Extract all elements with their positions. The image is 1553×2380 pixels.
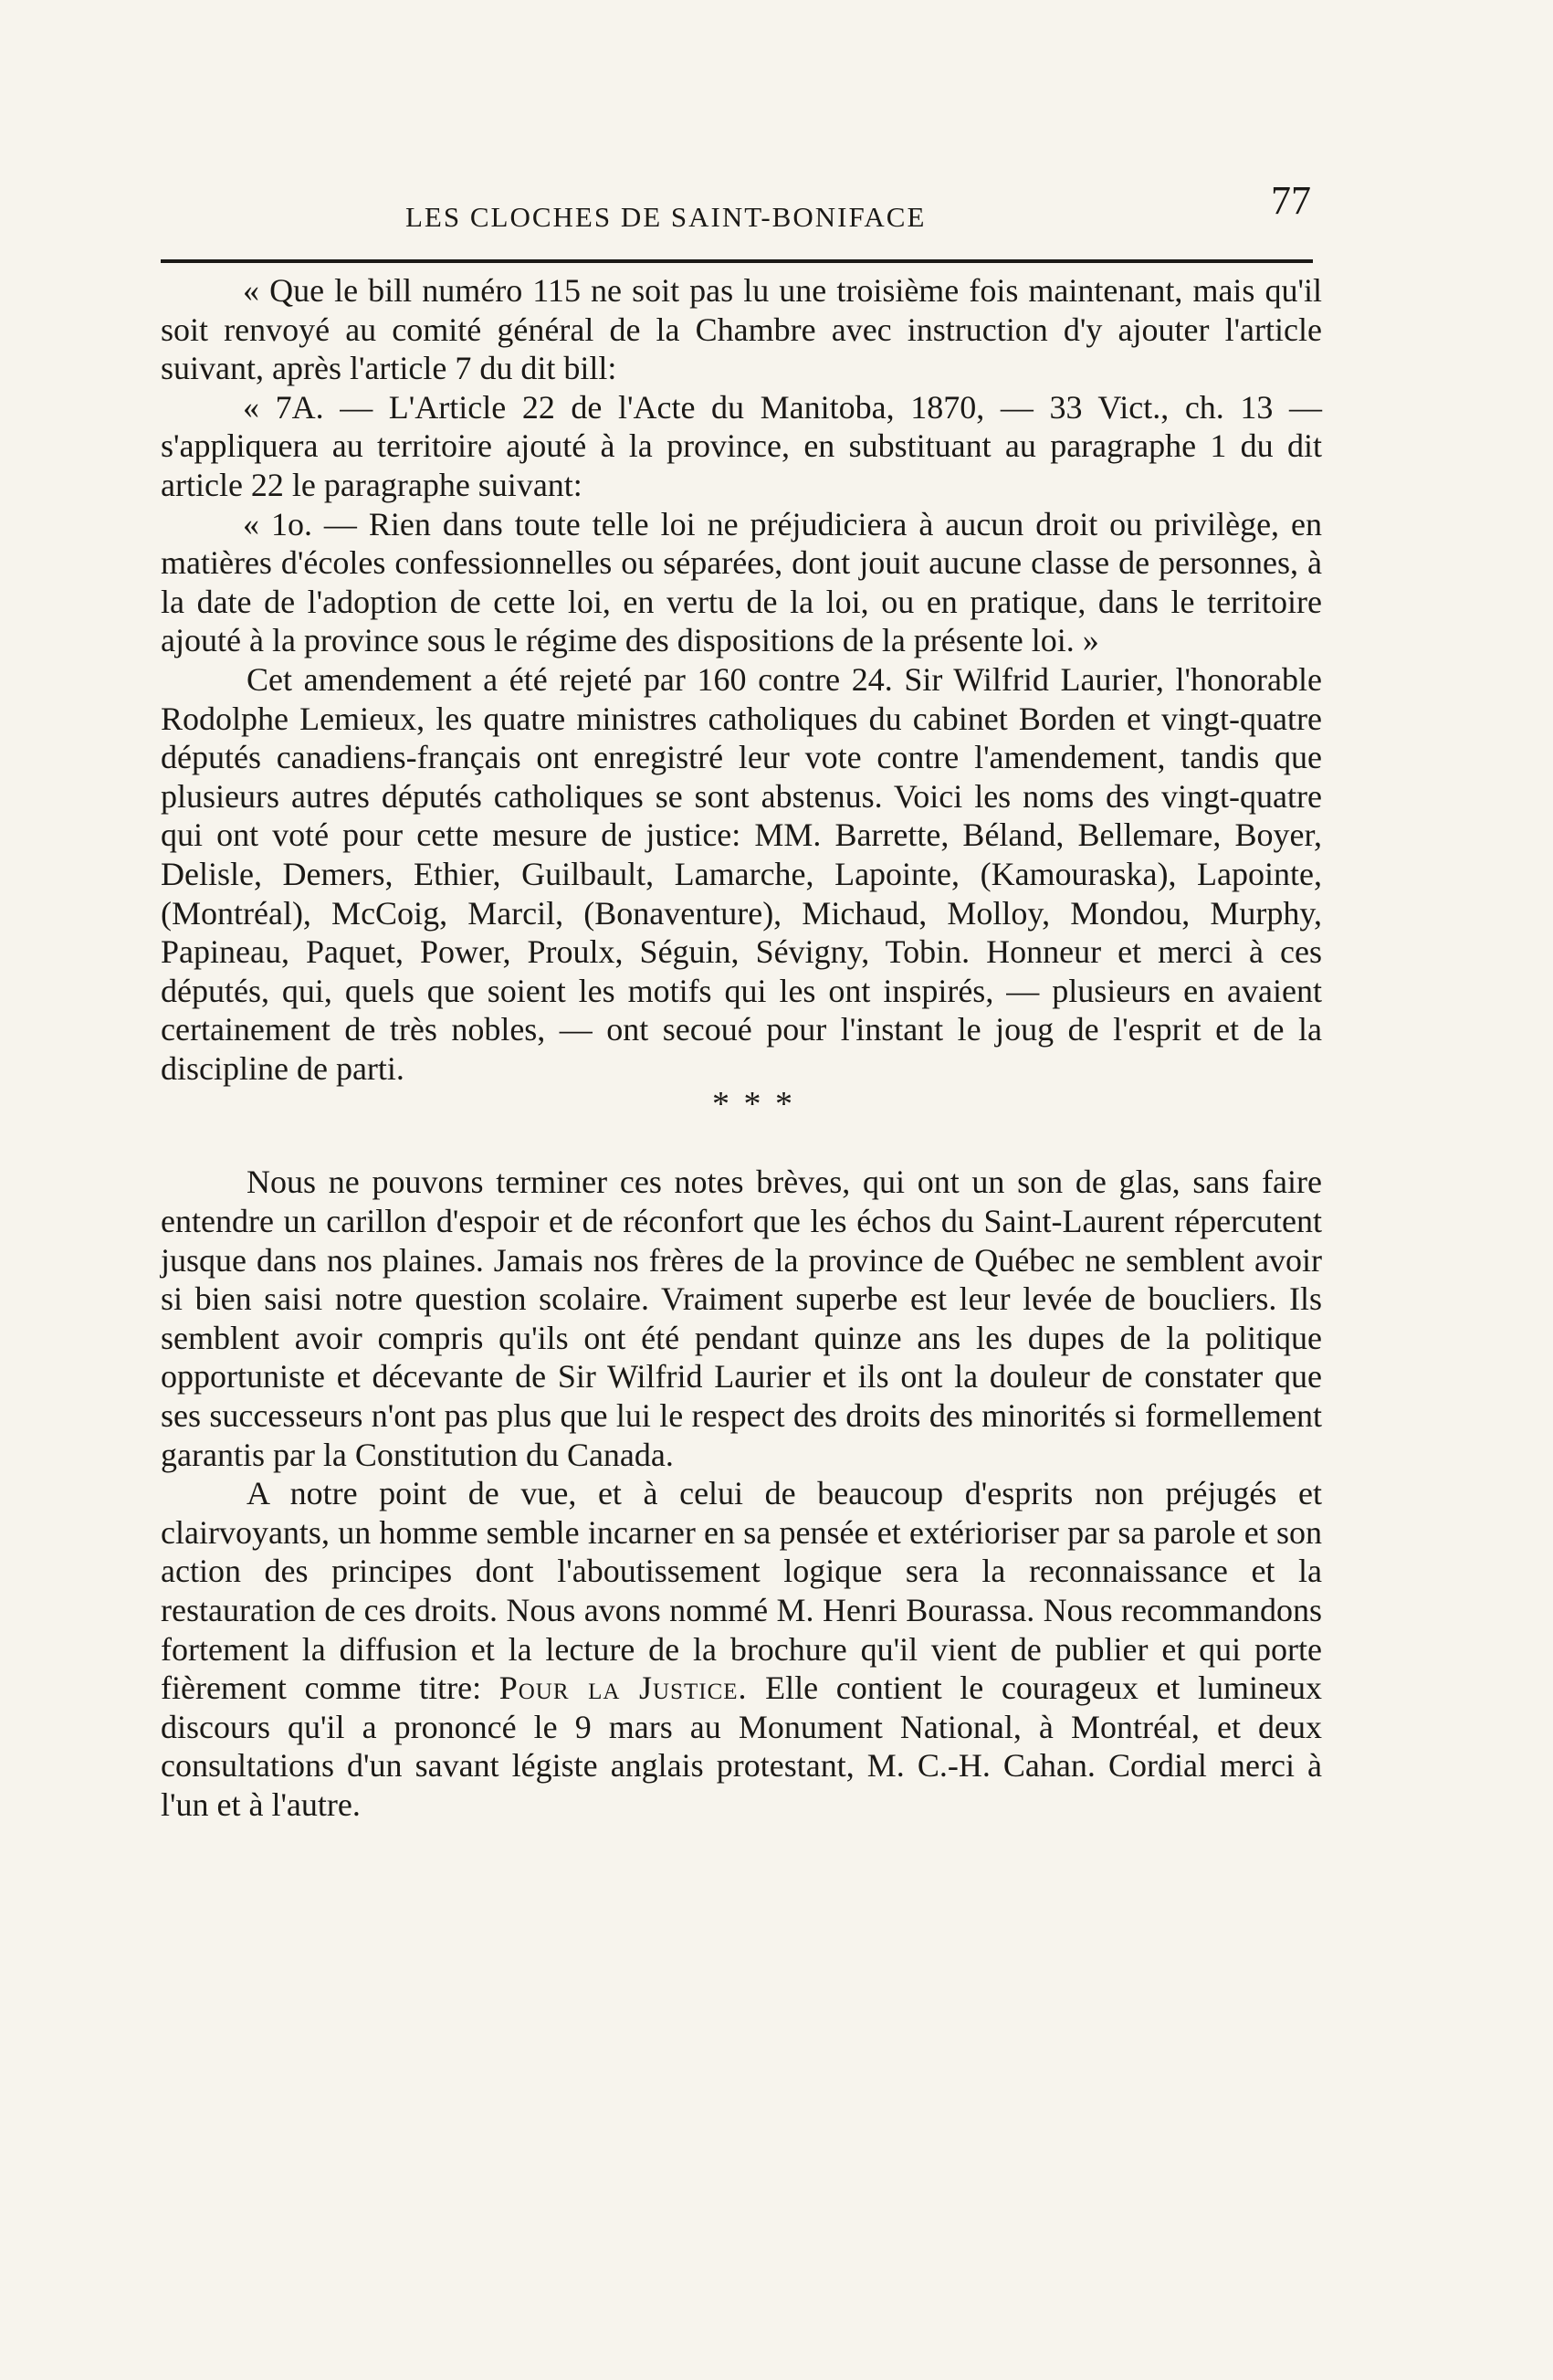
page-number: 77 — [1271, 178, 1311, 223]
asterism: * * * — [712, 1085, 795, 1124]
paragraph-bourassa — [161, 1474, 1322, 1824]
paragraph-article-7a: « 7A. — L'Article 22 de l'Acte du Manitoba, 1870, — 33 Vict., ch. 13 — s'appliquera au territoire ajouté à la province, en substituant au paragraphe 1 du dit article 22 le paragraphe suivant: — [161, 388, 1322, 503]
paragraph-carillon: Nous ne pouvons terminer ces notes brèves, qui ont un son de glas, sans faire entendre un carillon d'espoir et de réconfort que les échos du Saint-Laurent répercutent jusque dans nos plaines. Jamais nos frères de la province de Québec ne semblent avoir si bien saisi notre question scolaire. Vraiment superbe est leur levée de boucliers. Ils semblent avoir compris qu'ils ont été pendant quinze ans les dupes de la politique opportuniste et décevante de Sir Wilfrid Laurier et ils ont la douleur de constater que ses successeurs n'ont pas plus que lui le respect des droits des minorités si formellement garantis par la Constitution du Canada. — [161, 1164, 1322, 1473]
paragraph-vote-result: Cet amendement a été rejeté par 160 contre 24. Sir Wilfrid Laurier, l'honorable Rodolphe Lemieux, les quatre ministres catholiques du cabinet Borden et vingt-quatre députés canadiens-français ont enregistré leur vote contre l'amendement, tandis que plusieurs autres députés catholiques se sont abstenus. Voici les noms des vingt-quatre qui ont voté pour cette mesure de justice: MM. Barrette, Béland, Bellemare, Boyer, Delisle, Demers, Ethier, Guilbault, Lamarche, Lapointe, (Kamouraska), Lapointe, (Montréal), McCoig, Marcil, (Bonaventure), Michaud, Molloy, Mondou, Murphy, Papineau, Paquet, Power, Proulx, Séguin, Sévigny, Tobin. Honneur et merci à ces députés, qui, quels que soient les motifs qui les ont inspirés, — plusieurs en avaient certainement de très nobles, — ont secoué pour l'instant le joug de l'esprit et de la discipline de parti. — [161, 660, 1322, 1087]
paragraph-bourassa-start: A notre point de vue, et à celui de beaucoup d'esprits non préjugés et clairvoyants, un homme semble incarner en sa pensée et extérioriser par sa parole et son action des principes dont l'aboutissement logique sera la reconnaissance et la restauration de ces droits. Nous avons nommé M. Henri Bourassa. Nous recommandons fortement la diffusion et la lecture de la brochure qu'il vient de publier et qui porte fièrement comme titre: — [161, 1475, 1322, 1707]
running-title: LES CLOCHES DE SAINT-BONIFACE — [405, 201, 927, 233]
paragraph-clause-1o: « 1o. — Rien dans toute telle loi ne préjudiciera à aucun droit ou privilège, en matières d'écoles confessionnelles ou séparées, dont jouit aucune classe de personnes, à la date de l'adoption de cette loi, en vertu de la loi, ou en pratique, dans le territoire ajouté à la province sous le régime des dispositions de la présente loi. » — [161, 505, 1322, 659]
header-rule — [161, 259, 1313, 263]
paragraph-bourassa-end: Elle contient le courageux et lumineux discours qu'il a prononcé le 9 mars au Monument National, à Montréal, et deux consultations d'un savant légiste anglais protestant, M. C.-H. Cahan. Cordial merci à l'un et à l'autre. — [161, 1669, 1323, 1823]
body-text — [161, 271, 1322, 1825]
brochure-title: Pour la Justice. — [498, 1669, 748, 1707]
running-head — [161, 175, 1311, 248]
section-separator — [161, 1085, 1322, 1163]
paragraph-motion: « Que le bill numéro 115 ne soit pas lu une troisième fois maintenant, mais qu'il soit renvoyé au comité général de la Chambre avec instruction d'y ajouter l'article suivant, après l'article 7 du dit bill: — [161, 272, 1322, 387]
